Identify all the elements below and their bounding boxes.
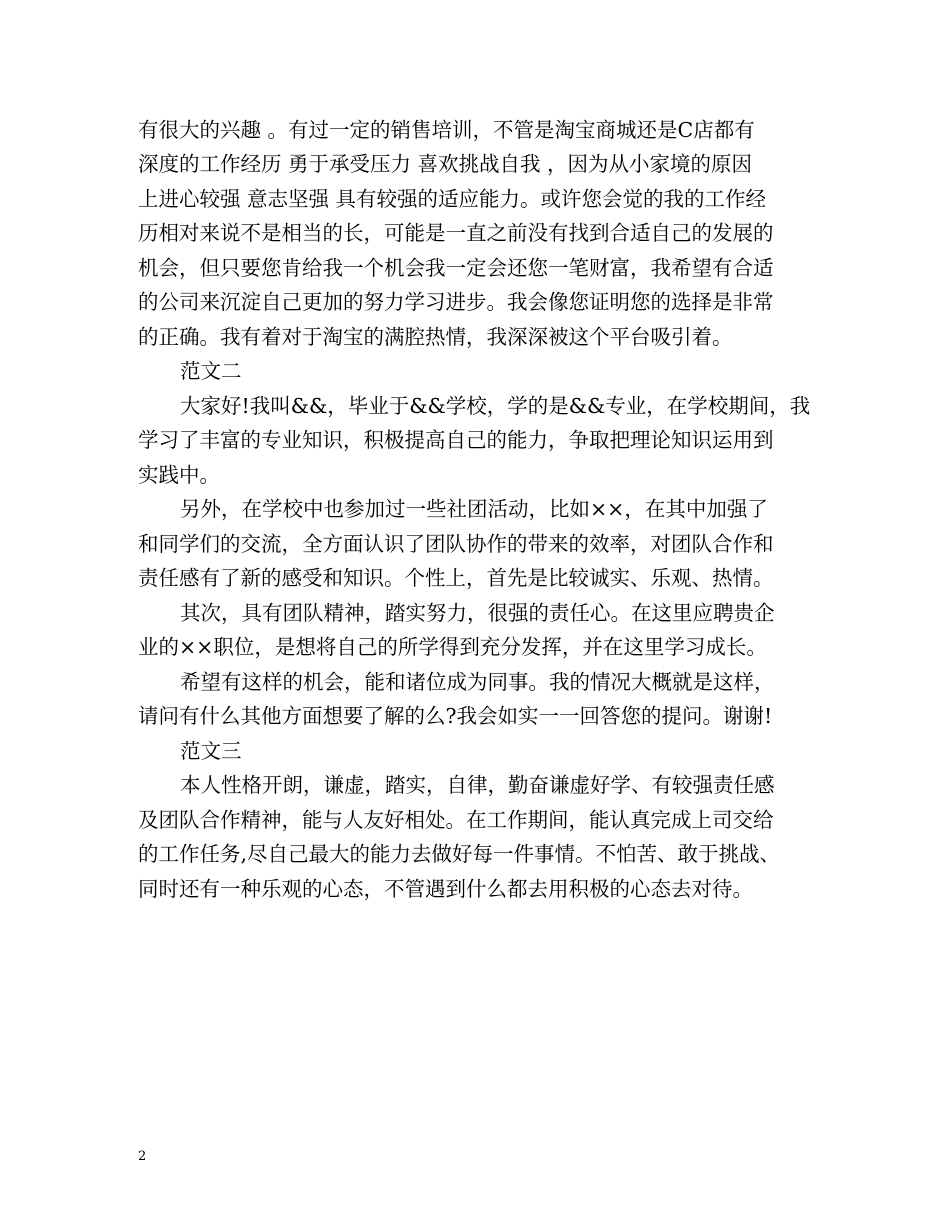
text-line: 的公司来沉淀自己更加的努力学习进步。我会像您证明您的选择是非常 bbox=[138, 290, 774, 314]
text-line: 希望有这样的机会，能和诸位成为同事。我的情况大概就是这样， bbox=[180, 670, 775, 694]
text-line: 的正确。我有着对于淘宝的满腔热情，我深深被这个平台吸引着。 bbox=[138, 325, 733, 349]
text-line: 有很大的兴趣 。有过一定的销售培训，不管是淘宝商城还是C店都有 bbox=[138, 118, 755, 142]
text-line: 上进心较强 意志坚强 具有较强的适应能力。或许您会觉的我的工作经 bbox=[138, 187, 767, 211]
text-line: 实践中。 bbox=[138, 463, 220, 487]
text-line: 本人性格开朗，谦虚，踏实，自律，勤奋谦虚好学、有较强责任感 bbox=[180, 773, 775, 797]
text-line: 深度的工作经历 勇于承受压力 喜欢挑战自我 ，因为从小家境的原因 bbox=[138, 152, 753, 176]
text-line: 学习了丰富的专业知识，积极提高自己的能力，争取把理论知识运用到 bbox=[138, 428, 774, 452]
text-line: 另外，在学校中也参加过一些社团活动，比如××，在其中加强了 bbox=[180, 497, 768, 521]
text-line: 的工作任务,尽自己最大的能力去做好每一件事情。不怕苦、敢于挑战、 bbox=[138, 842, 781, 866]
text-line: 同时还有一种乐观的心态，不管遇到什么都去用积极的心态去对待。 bbox=[138, 877, 753, 901]
page-number: 2 bbox=[138, 1149, 147, 1164]
text-line: 大家好!我叫&&，毕业于&&学校，学的是&&专业，在学校期间，我 bbox=[180, 394, 811, 418]
text-line: 请问有什么其他方面想要了解的么?我会如实一一回答您的提问。谢谢! bbox=[138, 704, 773, 728]
text-line: 业的××职位，是想将自己的所学得到充分发挥，并在这里学习成长。 bbox=[138, 635, 767, 659]
text-line: 其次，具有团队精神，踏实努力，很强的责任心。在这里应聘贵企 bbox=[180, 601, 775, 625]
text-line: 历相对来说不是相当的长，可能是一直之前没有找到合适自己的发展的 bbox=[138, 221, 774, 245]
section-heading: 范文三 bbox=[180, 739, 242, 763]
text-line: 及团队合作精神，能与人友好相处。在工作期间，能认真完成上司交给 bbox=[138, 808, 774, 832]
text-line: 和同学们的交流，全方面认识了团队协作的带来的效率，对团队合作和 bbox=[138, 532, 774, 556]
text-line: 责任感有了新的感受和知识。个性上，首先是比较诚实、乐观、热情。 bbox=[138, 566, 774, 590]
text-line: 机会，但只要您肯给我一个机会我一定会还您一笔财富，我希望有合适 bbox=[138, 256, 774, 280]
section-heading: 范文二 bbox=[180, 359, 242, 383]
